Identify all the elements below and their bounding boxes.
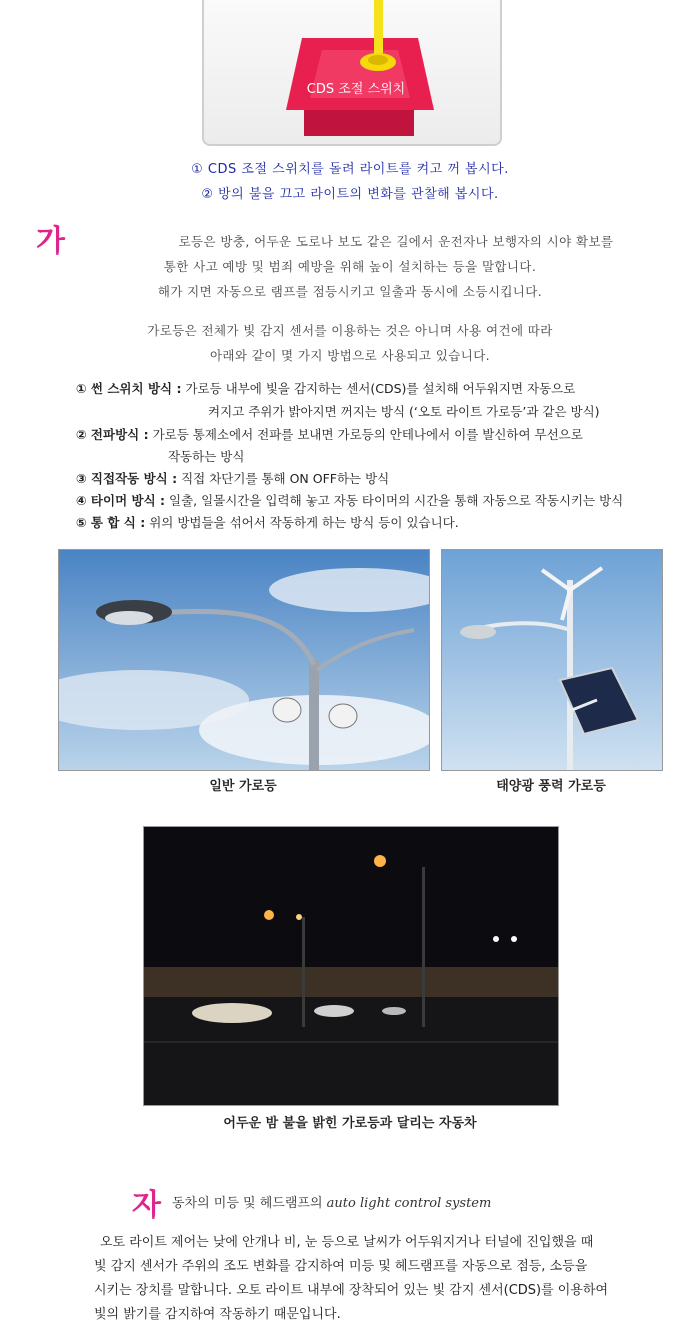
method-5: ⑤ 통 합 식 : 위의 방법들을 섞어서 작동하게 하는 방식 등이 있습니다. (76, 515, 459, 530)
intro-initial: 가 (36, 224, 65, 259)
cds-switch-caption: CDS 조절 스위치 (306, 82, 406, 97)
night-streetlight-illustration (144, 827, 558, 1105)
method-3: ③ 직접작동 방식 : 직접 차단기를 통해 ON OFF하는 방식 (76, 471, 390, 486)
auto-body-line-3: 시키는 장치를 말합니다. 오토 라이트 내부에 장착되어 있는 빛 감지 센서(CDS)를 이용하여 (94, 1283, 609, 1298)
cds-switch-photo (202, 0, 502, 146)
cds-switch-illustration (204, 0, 500, 144)
auto-body-line-2: 빛 감지 센서가 주위의 조도 변화를 감지하여 미등 및 헤드램프를 자동으로 점등, 소등을 (94, 1259, 588, 1274)
normal-streetlight-caption: 일반 가로등 (209, 779, 277, 794)
normal-streetlight-illustration (59, 550, 429, 770)
intro-line-1: 로등은 방충, 어두운 도로나 보도 같은 길에서 운전자나 보행자의 시야 확보를 (178, 234, 614, 249)
night-photo-caption: 어두운 밤 불을 밝힌 가로등과 달리는 자동차 (223, 1116, 477, 1131)
normal-streetlight-photo (58, 549, 430, 771)
method-4: ④ 타이머 방식 : 일출, 일몰시간을 입력해 놓고 자동 타이머의 시간을 통해 자동으로 작동시키는 방식 (76, 493, 624, 508)
auto-body-line-1: 오토 라이트 제어는 낮에 안개나 비, 눈 등으로 날씨가 어두워지거나 터널에 진입했을 때 (100, 1235, 594, 1250)
auto-section-heading: 동차의 미등 및 헤드램프의 auto light control system (172, 1196, 492, 1211)
solar-streetlight-caption: 태양광 풍력 가로등 (496, 779, 606, 794)
instruction-1: ① CDS 조절 스위치를 돌려 라이트를 켜고 꺼 봅시다. (191, 162, 509, 177)
solar-streetlight-illustration (442, 550, 662, 770)
method-1: ① 썬 스위치 방식 : 가로등 내부에 빛을 감지하는 센서(CDS)를 설치해 어두워지면 자동으로 (76, 381, 576, 396)
auto-body-line-4: 빛의 밝기를 감지하여 작동하기 때문입니다. (94, 1307, 341, 1322)
solar-streetlight-photo (441, 549, 663, 771)
night-streetlight-photo (143, 826, 559, 1106)
methods-intro-line-1: 가로등은 전체가 빛 감지 센서를 이용하는 것은 아니며 사용 여건에 따라 (147, 323, 553, 338)
auto-section-initial: 자 (132, 1188, 161, 1223)
instruction-2: ② 방의 불을 끄고 라이트의 변화를 관찰해 봅시다. (201, 187, 499, 202)
method-2: ② 전파방식 : 가로등 통제소에서 전파를 보내면 가로등의 안테나에서 이를 발신하여 무선으로 (76, 427, 583, 442)
methods-intro-line-2: 아래와 같이 몇 가지 방법으로 사용되고 있습니다. (209, 348, 491, 363)
intro-line-2: 통한 사고 예방 및 범죄 예방을 위해 높이 설치하는 등을 말합니다. (163, 259, 537, 274)
method-1-cont: 켜지고 주위가 밝아지면 꺼지는 방식 (‘오토 라이트 가로등’과 같은 방식) (208, 404, 600, 419)
intro-line-3: 해가 지면 자동으로 램프를 점등시키고 일출과 동시에 소등시킵니다. (157, 284, 543, 299)
method-2-cont: 작동하는 방식 (168, 449, 245, 464)
